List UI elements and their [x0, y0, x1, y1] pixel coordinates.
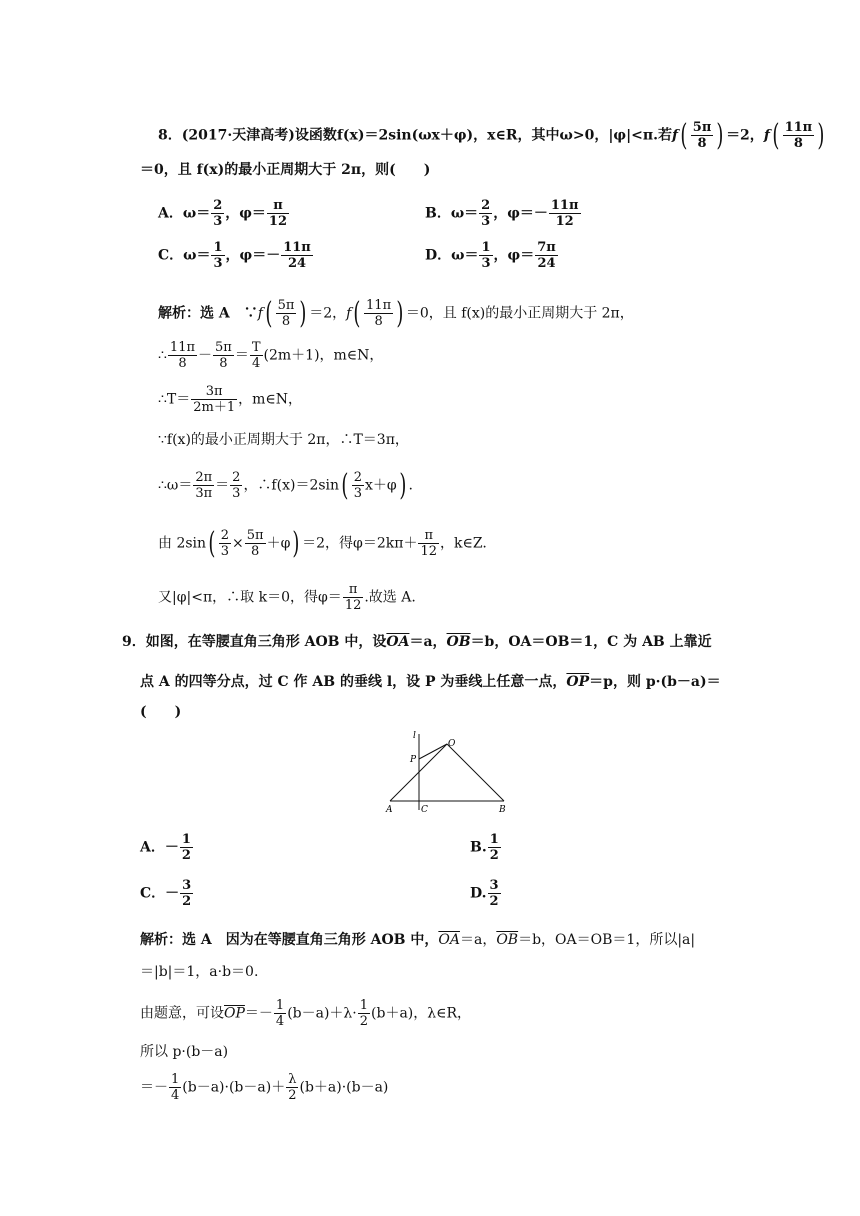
frac	[549, 198, 581, 229]
den: 3	[213, 256, 223, 271]
label-c: C	[421, 805, 428, 815]
sep: ，φ＝	[225, 247, 267, 264]
l1-a: 解析：选 A ∵	[158, 305, 258, 322]
frac	[352, 470, 364, 501]
l3-c: (b－a)＋λ·	[287, 1005, 357, 1022]
num: 2	[353, 470, 363, 485]
num: 2	[213, 198, 223, 213]
den: 2	[182, 894, 192, 909]
q9-option-b	[470, 832, 502, 863]
vec: $\overline{OB}$	[446, 634, 471, 650]
den: 24	[287, 256, 307, 271]
paren: (	[341, 467, 349, 503]
label-a: A	[386, 805, 393, 815]
den: 4	[275, 1014, 285, 1029]
q9-solution-line1	[140, 930, 695, 950]
l1-a: 9．如图，在等腰直角三角形 AOB 中，设	[122, 634, 387, 650]
q8-solution-line3	[158, 384, 302, 415]
frac	[250, 340, 263, 371]
q9-solution-line2: ＝|b|＝1，a·b＝0.	[140, 964, 259, 980]
label: C．－	[140, 885, 180, 902]
vec: $\overline{OA}$	[438, 932, 460, 948]
q9-stem-line3: ( )	[140, 704, 182, 720]
l5-a: ＝－	[140, 1079, 168, 1096]
segment-ob	[447, 744, 504, 801]
l3-a: ∴T＝	[158, 391, 191, 408]
l6-d: ＝2，得φ＝2kπ＋	[302, 535, 418, 552]
l3-d: (b＋a)，λ∈R，	[371, 1005, 472, 1022]
num: 5π	[277, 298, 295, 313]
num: 2	[220, 528, 230, 543]
num: 11π	[366, 298, 392, 313]
q9-option-c	[140, 878, 194, 909]
frac	[180, 878, 193, 909]
l1-a: 解析：选 A 因为在等腰直角三角形 AOB 中，	[140, 932, 439, 948]
l5-d: x＋φ	[365, 477, 397, 494]
den: 2	[359, 1014, 369, 1029]
label: C．ω＝	[158, 247, 211, 264]
paren: )	[716, 117, 724, 153]
l2-c: ＝	[234, 347, 249, 364]
den: 3	[232, 486, 241, 501]
segment-op	[419, 744, 447, 759]
q8-option-c	[158, 240, 314, 271]
den: 8	[219, 356, 228, 371]
frac	[267, 198, 289, 229]
q8-f: f	[672, 127, 679, 144]
q8-number: 8．	[158, 127, 182, 144]
den: 8	[697, 136, 707, 151]
paren: (	[772, 117, 780, 153]
num: 1	[171, 1072, 180, 1087]
sep: ，φ＝	[493, 247, 535, 264]
q8-f: f	[346, 305, 352, 322]
q9-solution-line3	[140, 998, 471, 1029]
den: 2m＋1	[193, 400, 236, 415]
den: 4	[171, 1088, 180, 1103]
num: 3	[182, 878, 192, 893]
num: 2	[232, 470, 241, 485]
paren: )	[299, 295, 307, 331]
num: 1	[489, 832, 499, 847]
psign: －	[533, 205, 548, 222]
q8-solution-line7	[158, 582, 416, 613]
q9-solution-line5	[140, 1072, 388, 1103]
psign: －	[266, 247, 281, 264]
den: 3π	[195, 486, 213, 501]
label-o: O	[448, 739, 456, 749]
num: 3	[489, 878, 499, 893]
l2-d: (2m＋1)，m∈N，	[263, 347, 384, 364]
frac	[364, 298, 393, 329]
den: 4	[252, 356, 261, 371]
num: 11π	[283, 240, 311, 255]
num: 5π	[246, 528, 264, 543]
l3-b: ，m∈N，	[238, 391, 303, 408]
q8-solution-line4: ∵f(x)的最小正周期大于 2π，∴T＝3π，	[158, 432, 409, 448]
num: 7π	[537, 240, 556, 255]
den: 12	[268, 214, 288, 229]
l5-b: (b－a)·(b－a)＋	[182, 1079, 286, 1096]
num: 11π	[169, 340, 196, 355]
num: 3π	[191, 384, 237, 400]
frac	[211, 240, 224, 271]
q8-solution-line1	[158, 295, 634, 331]
frac	[358, 998, 370, 1029]
frac	[418, 528, 439, 559]
q8-frac-11pi-8	[783, 120, 815, 151]
paren: )	[396, 295, 404, 331]
frac	[274, 998, 286, 1029]
q9-stem-line1	[122, 632, 712, 652]
q8-solution-line5	[158, 467, 413, 503]
l2-b: －	[198, 347, 213, 364]
den: 3	[481, 214, 491, 229]
q8-option-d	[425, 240, 559, 271]
den: 8	[374, 314, 383, 329]
q8-option-b	[425, 198, 582, 229]
frac	[488, 832, 501, 863]
q8-source: (2017·天津高考)	[181, 127, 295, 144]
l1-c: ＝b，OA＝OB＝1，所以|a|	[518, 932, 696, 948]
num: T	[251, 340, 261, 355]
den: 12	[555, 214, 574, 229]
paren: (	[208, 525, 216, 561]
l6-e: ，k∈Z.	[440, 535, 487, 552]
q8-solution-line6	[158, 525, 487, 561]
q8-stem-line2: ＝0，且 f(x)的最小正周期大于 2π，则( )	[140, 162, 431, 178]
frac	[479, 198, 492, 229]
num: 11π	[550, 198, 579, 213]
paren: (	[680, 117, 688, 153]
q8-option-a	[158, 198, 290, 229]
sep: ，φ＝	[493, 205, 534, 222]
label-p: P	[410, 755, 417, 765]
label: B.	[470, 839, 487, 856]
l5-c: (b＋a)·(b－a)	[299, 1079, 389, 1096]
num: 11π	[784, 120, 813, 135]
vec: $\overline{OP}$	[224, 1005, 245, 1022]
q9-solution-line4: 所以 p·(b－a)	[140, 1044, 229, 1060]
l6-b: ×	[232, 535, 244, 552]
num: 1	[275, 998, 285, 1013]
num: 5π	[692, 120, 712, 135]
frac	[276, 298, 297, 329]
den: 2	[181, 848, 191, 863]
frac	[219, 528, 231, 559]
den: 8	[281, 314, 291, 329]
paren: (	[353, 295, 361, 331]
num: 5π	[215, 340, 232, 355]
l1-c: ＝b，OA＝OB＝1，C 为 AB 上靠近	[470, 634, 712, 650]
triangle-figure	[380, 728, 520, 820]
num: π	[418, 528, 439, 544]
l6-c: ＋φ	[266, 535, 291, 552]
label-l: l	[413, 731, 416, 741]
label: D．ω＝	[425, 247, 479, 264]
frac	[281, 240, 313, 271]
l2-a: 点 A 的四等分点，过 C 作 AB 的垂线 l，设 P 为垂线上任意一点，	[140, 674, 567, 690]
l6-a: 由 2sin	[158, 535, 207, 552]
label: A．－	[140, 839, 179, 856]
q8-solution-line2	[158, 340, 383, 371]
den: 3	[213, 214, 223, 229]
frac	[245, 528, 266, 559]
num: π	[267, 198, 289, 214]
sep: ，φ＝	[225, 205, 266, 222]
den: 12	[344, 598, 362, 613]
num: 1	[213, 240, 223, 255]
label: D.	[470, 885, 487, 902]
frac	[191, 384, 237, 415]
label-b: B	[499, 805, 506, 815]
l2-b: ＝p，则 p·(b－a)＝	[589, 674, 721, 690]
num: 2	[481, 198, 491, 213]
num: 1	[181, 832, 191, 847]
frac	[343, 582, 364, 613]
l5-a: ∴ω＝	[158, 477, 193, 494]
q9-option-d	[470, 878, 502, 909]
num: π	[343, 582, 364, 598]
den: 8	[251, 544, 260, 559]
l1-c: ＝0，且 f(x)的最小正周期大于 2π，	[405, 305, 634, 322]
l3-b: ＝－	[244, 1005, 273, 1022]
q8-f: f	[257, 305, 263, 322]
den: 2	[288, 1088, 297, 1103]
vec: $\overline{OB}$	[496, 932, 519, 948]
frac	[479, 240, 492, 271]
paren: )	[817, 117, 825, 153]
den: 24	[537, 256, 556, 271]
l3-a: 由题意，可设	[140, 1005, 224, 1022]
l5-e: .	[408, 477, 413, 494]
l1-b: ＝a，	[459, 932, 497, 948]
paren: )	[399, 467, 407, 503]
frac	[211, 198, 224, 229]
frac	[286, 1072, 298, 1103]
frac	[535, 240, 558, 271]
paren: )	[292, 525, 300, 561]
den: 2	[489, 848, 499, 863]
vec: $\overline{OP}$	[566, 674, 590, 690]
den: 3	[353, 486, 363, 501]
frac	[230, 470, 242, 501]
q9-stem-line2	[140, 672, 721, 692]
den: 2	[489, 894, 499, 909]
q8-stem-b: f(x)＝2sin(ωx＋φ)，x∈R，其中ω>0，|φ|<π.若	[336, 127, 673, 144]
l5-b: ＝	[215, 477, 230, 494]
q8-eq2: ＝2，	[726, 127, 764, 144]
frac	[488, 878, 501, 909]
q8-frac-5pi-8	[691, 120, 714, 151]
den: 8	[793, 136, 803, 151]
frac	[168, 340, 197, 371]
frac	[213, 340, 234, 371]
l1-b: ＝2，	[309, 305, 347, 322]
frac	[169, 1072, 181, 1103]
num: 2π	[195, 470, 213, 485]
den: 8	[178, 356, 187, 371]
q8-f: f	[763, 127, 770, 144]
vec: $\overline{OA}$	[386, 634, 410, 650]
q9-option-a	[140, 832, 194, 863]
l1-b: ＝a，	[409, 634, 447, 650]
frac	[180, 832, 193, 863]
l7-b: .故选 A.	[364, 589, 416, 606]
den: 3	[481, 256, 491, 271]
l2-a: ∴	[158, 347, 167, 364]
num: 1	[359, 998, 369, 1013]
num: λ	[286, 1072, 298, 1088]
paren: (	[265, 295, 273, 331]
den: 3	[220, 544, 230, 559]
label: A．ω＝	[158, 205, 211, 222]
l5-c: ，∴f(x)＝2sin	[243, 477, 340, 494]
num: 1	[481, 240, 491, 255]
label: B．ω＝	[425, 205, 479, 222]
l7-a: 又|φ|<π，∴取 k＝0，得φ＝	[158, 589, 342, 606]
q8-stem-line1	[158, 117, 827, 153]
frac	[193, 470, 214, 501]
den: 12	[420, 544, 437, 559]
q8-stem-a: 设函数	[294, 127, 337, 144]
